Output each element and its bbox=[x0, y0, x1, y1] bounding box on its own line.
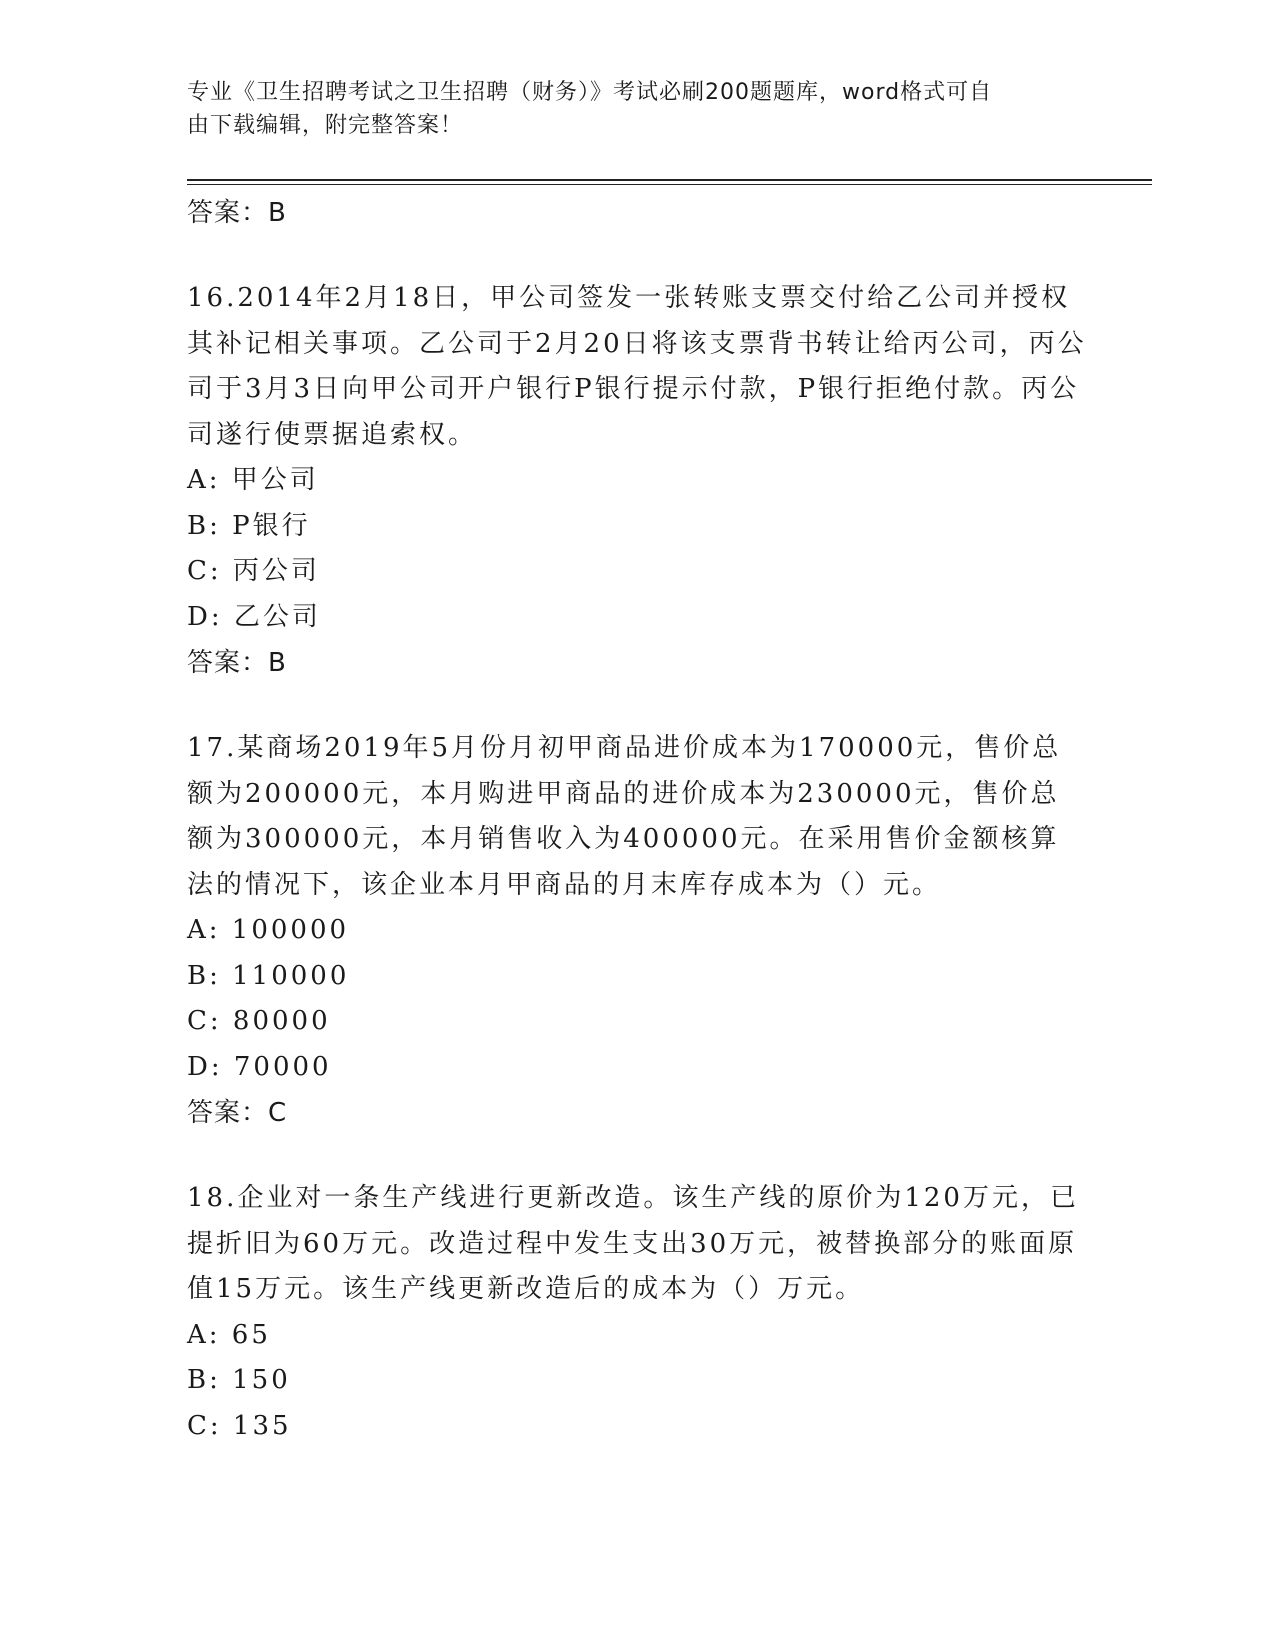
document-header bbox=[187, 76, 1087, 142]
question-18 bbox=[187, 1176, 1087, 1449]
answer: 答案：B bbox=[187, 648, 287, 678]
header-divider-thick bbox=[187, 179, 1152, 181]
question-text: 16.2014年2月18日，甲公司签发一张转账支票交付给乙公司并授权其补记相关事项。乙公司于2月20日将该支票背书转让给丙公司，丙公司于3月3日向甲公司开户银行P银行提示付款，P银行拒绝付款。丙公司遂行使票据追索权。 bbox=[187, 283, 1087, 450]
option-d: D: 70000 bbox=[187, 1051, 332, 1082]
option-b: B: 110000 bbox=[187, 960, 350, 991]
option-d: D: 乙公司 bbox=[187, 601, 321, 632]
question-16 bbox=[187, 276, 1087, 686]
question-text: 17.某商场2019年5月份月初甲商品进价成本为170000元，售价总额为200000元，本月购进甲商品的进价成本为230000元，售价总额为300000元，本月销售收入为400000元。在采用售价金额核算法的情况下，该企业本月甲商品的月末库存成本为（）元。 bbox=[187, 733, 1062, 900]
option-b: B: P银行 bbox=[187, 510, 311, 541]
option-c: C: 135 bbox=[187, 1410, 292, 1441]
option-a: A: 100000 bbox=[187, 915, 350, 945]
previous-answer: 答案：B bbox=[187, 198, 287, 228]
option-a: A: 甲公司 bbox=[187, 465, 319, 495]
answer: 答案：C bbox=[187, 1098, 288, 1128]
question-17 bbox=[187, 726, 1087, 1136]
option-c: C: 丙公司 bbox=[187, 556, 320, 586]
header-line-1: 专业《卫生招聘考试之卫生招聘（财务）》考试必刷200题题库，word格式可自 bbox=[187, 80, 993, 105]
header-divider-thin bbox=[187, 184, 1152, 185]
question-text: 18.企业对一条生产线进行更新改造。该生产线的原价为120万元，已提折旧为60万元。改造过程中发生支出30万元，被替换部分的账面原值15万元。该生产线更新改造后的成本为（）万元。 bbox=[187, 1183, 1079, 1304]
option-c: C: 80000 bbox=[187, 1006, 331, 1036]
option-a: A: 65 bbox=[187, 1319, 271, 1350]
question-list bbox=[187, 190, 1087, 1449]
option-b: B: 150 bbox=[187, 1365, 291, 1395]
header-line-2: 由下载编辑，附完整答案！ bbox=[187, 113, 464, 138]
